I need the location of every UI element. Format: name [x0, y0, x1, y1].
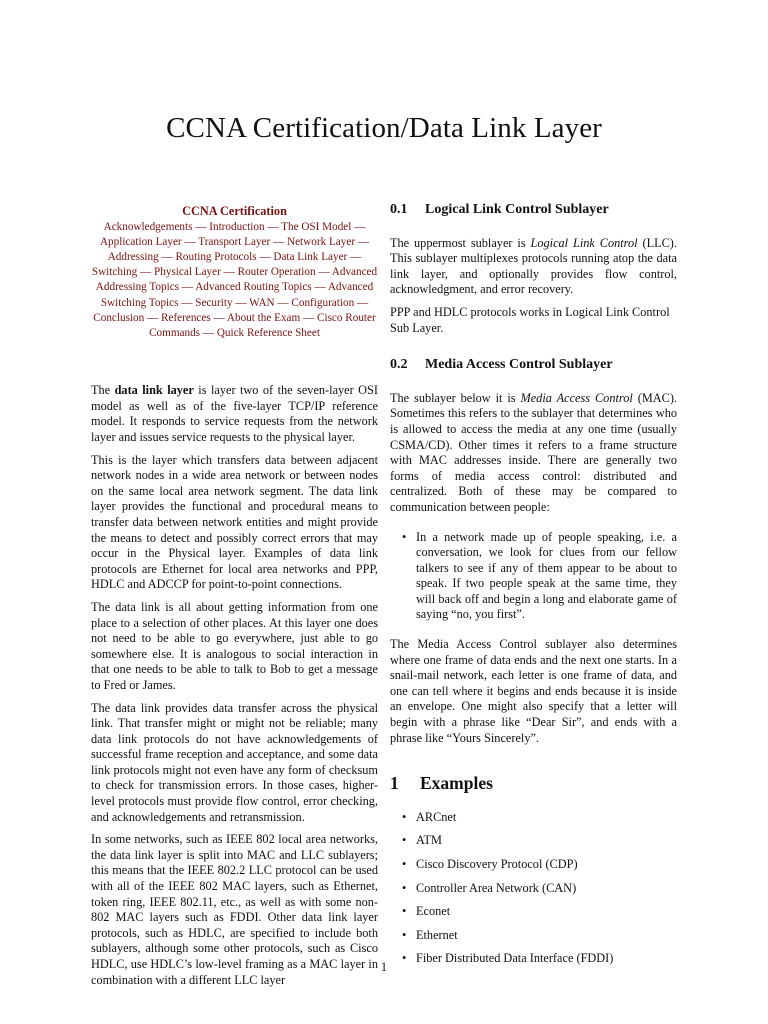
page-number: 1: [380, 960, 388, 974]
term-data-link-layer: data link layer: [114, 383, 194, 398]
nav-separator: —: [357, 235, 370, 248]
nav-separator: —: [267, 220, 279, 233]
nav-separator: —: [223, 266, 235, 279]
example-label: Econet: [416, 904, 451, 919]
nav-separator: —: [147, 311, 159, 324]
intro-paragraph: The data link layer is layer two of the seven-layer OSI model as well as of the five-layer TCP/IP reference model. It responds to service requests from the network layer and issues service requests to the physical layer.: [91, 383, 378, 444]
examples-list: [390, 810, 677, 967]
nav-separator: —: [356, 296, 369, 309]
nav-link[interactable]: Switching: [91, 266, 138, 279]
nav-separator: —: [303, 311, 315, 324]
navigation-box: [91, 204, 378, 341]
mac-paragraph-1: The sublayer below it is Media Access Control (MAC). Sometimes this refers to the sublayer that determines who is allowed to access the media at any one time (usually CSMA/CD). Other times it refers to a frame structure with MAC addresses inside. There are generally two forms of media access control: distributed and centralized. Both of these may be compared to communication between people:: [390, 390, 678, 514]
bullet-icon: •: [402, 927, 407, 942]
nav-link[interactable]: References: [161, 311, 211, 324]
nav-link[interactable]: Advanced Addressing Topics: [95, 266, 378, 294]
nav-link[interactable]: Physical Layer: [154, 266, 221, 279]
llc-paragraph-1: The uppermost sublayer is Logical Link Control (LLC). This sublayer multiplexes protocols running atop the data link layer, and optionally provides flow control, acknowledgment, and error recovery.: [390, 235, 677, 297]
nav-separator: —: [314, 281, 326, 294]
bullet-icon: •: [402, 951, 407, 966]
nav-separator: —: [235, 296, 247, 309]
nav-link[interactable]: Security: [195, 296, 233, 309]
nav-links: [91, 220, 378, 342]
list-item: [402, 809, 677, 826]
nav-link[interactable]: Cisco Router Commands: [149, 311, 376, 340]
list-item: [402, 927, 677, 944]
nav-link[interactable]: Application Layer: [99, 235, 182, 248]
list-item: [402, 857, 677, 873]
nav-separator: —: [273, 235, 285, 248]
list-item: [402, 904, 677, 920]
list-item: • In a network made up of people speaking, i.e. a conversation, we look for clues from our fellow talkers to see if any of them appear to be about to speak. If two people speak at the same time, they will back off and begin a long and elaborate game of saying “no, you first”.: [402, 529, 677, 622]
nav-separator: —: [354, 220, 366, 233]
nav-separator: —: [350, 251, 362, 263]
llc-paragraph-2: PPP and HDLC protocols works in Logical Link Control Sub Layer.: [390, 304, 670, 335]
bullet-icon: •: [402, 857, 407, 871]
list-item: [402, 833, 677, 849]
section-heading-mac: 0.2 Media Access Control Sublayer: [390, 357, 613, 373]
mac-paragraph-2: The Media Access Control sublayer also determines where one frame of data ends and the next one starts. In a snail-mail network, each letter is one frame of data, and one can tell where it begins and ends because it is inside an envelope. One might also specify that a letter will begin with a phrase like “Dear Sir”, and ends with a phrase like “Yours Sincerely”.: [390, 637, 677, 745]
nav-separator: —: [277, 296, 289, 309]
nav-separator: —: [181, 296, 193, 309]
nav-link[interactable]: Network Layer: [287, 235, 356, 248]
nav-link[interactable]: Transport Layer: [198, 235, 271, 248]
bullet-icon: •: [402, 529, 407, 544]
section-heading-llc: 0.1 Logical Link Control Sublayer: [390, 202, 609, 217]
example-label: ARCnet: [416, 809, 457, 824]
nav-link[interactable]: The OSI Model: [281, 220, 352, 233]
mac-bullet-list: [390, 530, 677, 624]
paragraph-3: The data link is all about getting information from one place to a selection of other places. At this layer one does not need to be able to go everywhere, just able to go somewhere else. It is analogous to social interaction in that one needs to be able to talk to Bob to get a message to Fred or James.: [91, 599, 378, 692]
nav-link[interactable]: Introduction: [209, 220, 265, 233]
paragraph-2: This is the layer which transfers data between adjacent network nodes in a wide area network or between nodes on the same local area network segment. The data link layer provides the functional and procedural means to transfer data between network entities and might provide the means to detect and possibly correct errors that may occur in the Physical layer. Examples of data link protocols are Ethernet for local area networks and PPP, HDLC and ADCCP for point-to-point connections.: [91, 452, 378, 592]
example-label: ATM: [416, 833, 442, 848]
nav-link[interactable]: Acknowledgements: [103, 220, 193, 233]
paragraph-4: The data link provides data transfer across the physical link. That transfer might or might not be reliable; many data link protocols do not have acknowledgements of successful frame reception and acceptance, and some data link protocols might not even have any form of checksum to check for transmission errors. In those cases, higher-level protocols must provide flow control, error checking, and acknowledgements and retransmission.: [91, 700, 378, 824]
nav-separator: —: [161, 251, 173, 263]
nav-link[interactable]: Conclusion: [93, 311, 145, 324]
example-label: Controller Area Network (CAN): [416, 880, 577, 895]
nav-separator: —: [181, 281, 194, 294]
nav-link[interactable]: About the Exam: [226, 311, 301, 324]
nav-link[interactable]: Configuration: [291, 296, 355, 309]
nav-link[interactable]: WAN: [249, 296, 275, 309]
section-heading-examples: 1 Examples: [390, 773, 493, 794]
list-item: [402, 880, 677, 897]
nav-separator: —: [184, 235, 196, 248]
bullet-icon: •: [402, 809, 407, 824]
bullet-icon: •: [402, 904, 407, 919]
nav-link[interactable]: Advanced Routing Topics: [195, 281, 312, 294]
nav-separator: —: [202, 327, 215, 340]
nav-separator: —: [213, 311, 225, 324]
example-label: Cisco Discovery Protocol (CDP): [416, 857, 578, 871]
nav-link[interactable]: Router Operation: [237, 266, 316, 279]
nav-link[interactable]: Quick Reference Sheet: [216, 327, 320, 340]
paragraph-5: In some networks, such as IEEE 802 local area networks, the data link layer is split into MAC and LLC sublayers; this means that the IEEE 802.2 LLC protocol can be used with all of the IEEE 802 MAC layers, such as Ethernet, token ring, IEEE 802.11, etc., as well as with some non-802 MAC layers such as FDDI. Other data link layer protocols, such as HDLC, are specified to include both sublayers, although some other protocols, such as Cisco HDLC, use HDLC’s low-level framing as a MAC layer in combination with a different LLC layer: [91, 832, 378, 987]
bullet-icon: •: [402, 833, 407, 848]
page-title: CCNA Certification/Data Link Layer: [166, 112, 602, 144]
nav-link[interactable]: Advanced Switching Topics: [100, 281, 374, 309]
nav-title[interactable]: CCNA Certification: [182, 204, 287, 218]
bullet-icon: •: [402, 880, 407, 895]
nav-separator: —: [259, 251, 271, 263]
nav-link[interactable]: Data Link Layer: [273, 251, 348, 263]
nav-separator: —: [318, 266, 330, 279]
example-label: Ethernet: [416, 927, 458, 942]
nav-link[interactable]: Addressing: [107, 251, 159, 263]
right-column: [390, 202, 677, 975]
nav-separator: —: [140, 266, 152, 279]
nav-separator: —: [195, 220, 207, 233]
nav-link[interactable]: Routing Protocols: [175, 251, 257, 263]
example-label: Fiber Distributed Data Interface (FDDI): [416, 951, 614, 966]
left-column: [91, 202, 378, 995]
